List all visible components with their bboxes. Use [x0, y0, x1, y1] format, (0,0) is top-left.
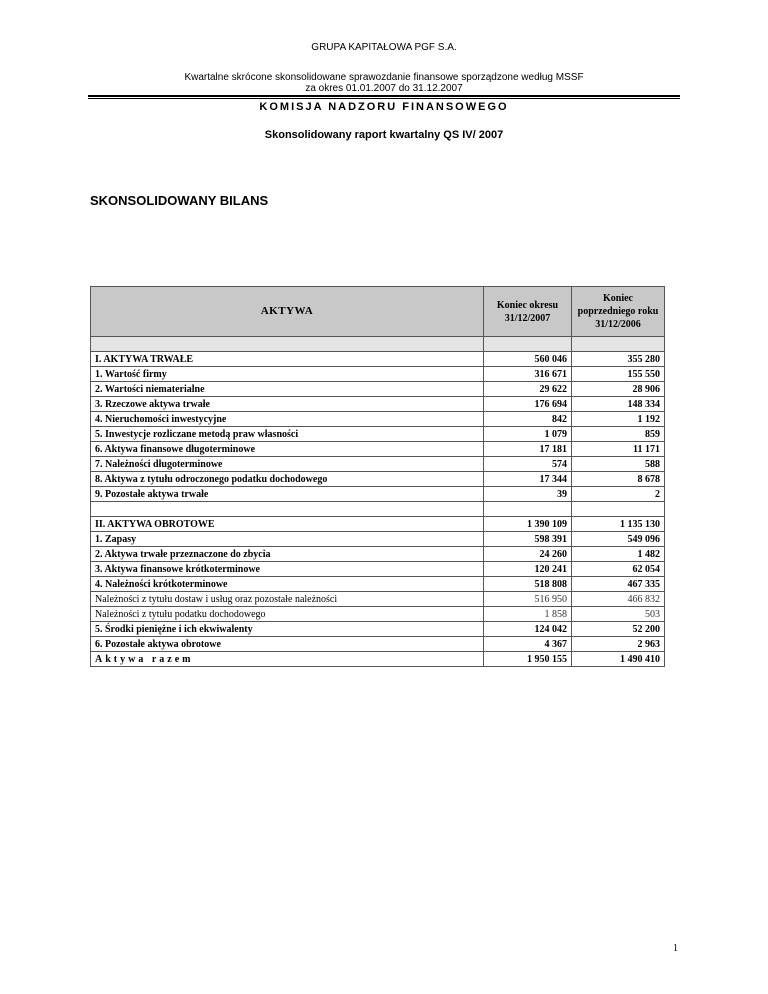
- value-current: 1 390 109: [484, 517, 572, 532]
- row-label: 2. Wartości niematerialne: [91, 382, 484, 397]
- table-row: [91, 592, 665, 607]
- value-current: 842: [484, 412, 572, 427]
- table-row: [91, 427, 665, 442]
- row-label: II. AKTYWA OBROTOWE: [91, 517, 484, 532]
- row-label: Aktywa razem: [91, 652, 484, 667]
- current-assets-group: [91, 517, 665, 667]
- col-header-current: Koniec okresu 31/12/2007: [484, 287, 572, 337]
- table-row: [91, 637, 665, 652]
- company-name: GRUPA KAPITAŁOWA PGF S.A.: [311, 42, 457, 53]
- header-rule: [88, 95, 680, 99]
- value-current: 560 046: [484, 352, 572, 367]
- table-row: [91, 352, 665, 367]
- value-current: 4 367: [484, 637, 572, 652]
- table-row: [91, 397, 665, 412]
- row-label: 3. Aktywa finansowe krótkoterminowe: [91, 562, 484, 577]
- report-subtitle: [0, 72, 768, 94]
- value-previous: 2: [572, 487, 665, 502]
- table-row: [91, 622, 665, 637]
- value-previous: 588: [572, 457, 665, 472]
- value-current: 176 694: [484, 397, 572, 412]
- table-row: [91, 457, 665, 472]
- value-previous: 503: [572, 607, 665, 622]
- value-previous: 1 482: [572, 547, 665, 562]
- value-current: 1 079: [484, 427, 572, 442]
- value-current: 574: [484, 457, 572, 472]
- value-current: 120 241: [484, 562, 572, 577]
- row-label: 6. Pozostałe aktywa obrotowe: [91, 637, 484, 652]
- commission-title: KOMISJA NADZORU FINANSOWEGO: [259, 101, 509, 113]
- page-number: 1: [673, 943, 678, 954]
- row-label: I. AKTYWA TRWAŁE: [91, 352, 484, 367]
- row-label: 6. Aktywa finansowe długoterminowe: [91, 442, 484, 457]
- value-current: 39: [484, 487, 572, 502]
- value-current: 24 260: [484, 547, 572, 562]
- value-current: 516 950: [484, 592, 572, 607]
- value-previous: 466 832: [572, 592, 665, 607]
- table-row: [91, 472, 665, 487]
- value-previous: 52 200: [572, 622, 665, 637]
- value-previous: 549 096: [572, 532, 665, 547]
- section-title: SKONSOLIDOWANY BILANS: [90, 193, 269, 208]
- row-label: 4. Należności krótkoterminowe: [91, 577, 484, 592]
- row-label: 5. Środki pieniężne i ich ekwiwalenty: [91, 622, 484, 637]
- value-previous: 1 192: [572, 412, 665, 427]
- table-row: [91, 517, 665, 532]
- row-label: 9. Pozostałe aktywa trwałe: [91, 487, 484, 502]
- row-label: 4. Nieruchomości inwestycyjne: [91, 412, 484, 427]
- row-label: 2. Aktywa trwałe przeznaczone do zbycia: [91, 547, 484, 562]
- row-label: 8. Aktywa z tytułu odroczonego podatku dochodowego: [91, 472, 484, 487]
- value-previous: 355 280: [572, 352, 665, 367]
- table-row: [91, 607, 665, 622]
- table-row: [91, 442, 665, 457]
- balance-sheet-table: [90, 286, 665, 667]
- table-row: [91, 412, 665, 427]
- value-current: 17 344: [484, 472, 572, 487]
- table-row: [91, 547, 665, 562]
- table-row: [91, 652, 665, 667]
- row-label: Należności z tytułu dostaw i usług oraz pozostałe należności: [91, 592, 484, 607]
- value-current: 518 808: [484, 577, 572, 592]
- value-previous: 1 135 130: [572, 517, 665, 532]
- value-current: 29 622: [484, 382, 572, 397]
- value-current: 316 671: [484, 367, 572, 382]
- value-previous: 8 678: [572, 472, 665, 487]
- table-row: [91, 562, 665, 577]
- value-current: 1 950 155: [484, 652, 572, 667]
- row-label: Należności z tytułu podatku dochodowego: [91, 607, 484, 622]
- value-previous: 11 171: [572, 442, 665, 457]
- table-row: [91, 367, 665, 382]
- value-current: 124 042: [484, 622, 572, 637]
- value-previous: 2 963: [572, 637, 665, 652]
- value-previous: 859: [572, 427, 665, 442]
- value-previous: 467 335: [572, 577, 665, 592]
- table-row: [91, 382, 665, 397]
- value-previous: 1 490 410: [572, 652, 665, 667]
- table-row: [91, 577, 665, 592]
- row-label: 1. Zapasy: [91, 532, 484, 547]
- subtitle-line-2: za okres 01.01.2007 do 31.12.2007: [305, 83, 463, 94]
- fixed-assets-group: [91, 337, 665, 502]
- subtitle-line-1: Kwartalne skrócone skonsolidowane sprawozdanie finansowe sporządzone według MSSF: [184, 72, 584, 83]
- report-title: Skonsolidowany raport kwartalny QS IV/ 2007: [264, 129, 504, 141]
- value-previous: 148 334: [572, 397, 665, 412]
- row-label: 5. Inwestycje rozliczane metodą praw własności: [91, 427, 484, 442]
- value-previous: 155 550: [572, 367, 665, 382]
- row-label: 7. Należności długoterminowe: [91, 457, 484, 472]
- value-previous: 62 054: [572, 562, 665, 577]
- value-current: 17 181: [484, 442, 572, 457]
- table-row: [91, 532, 665, 547]
- value-current: 598 391: [484, 532, 572, 547]
- table-row: [91, 487, 665, 502]
- row-label: 1. Wartość firmy: [91, 367, 484, 382]
- col-header-previous: Koniec poprzedniego roku 31/12/2006: [572, 287, 665, 337]
- col-header-assets: AKTYWA: [91, 287, 484, 337]
- value-current: 1 858: [484, 607, 572, 622]
- value-previous: 28 906: [572, 382, 665, 397]
- row-label: 3. Rzeczowe aktywa trwałe: [91, 397, 484, 412]
